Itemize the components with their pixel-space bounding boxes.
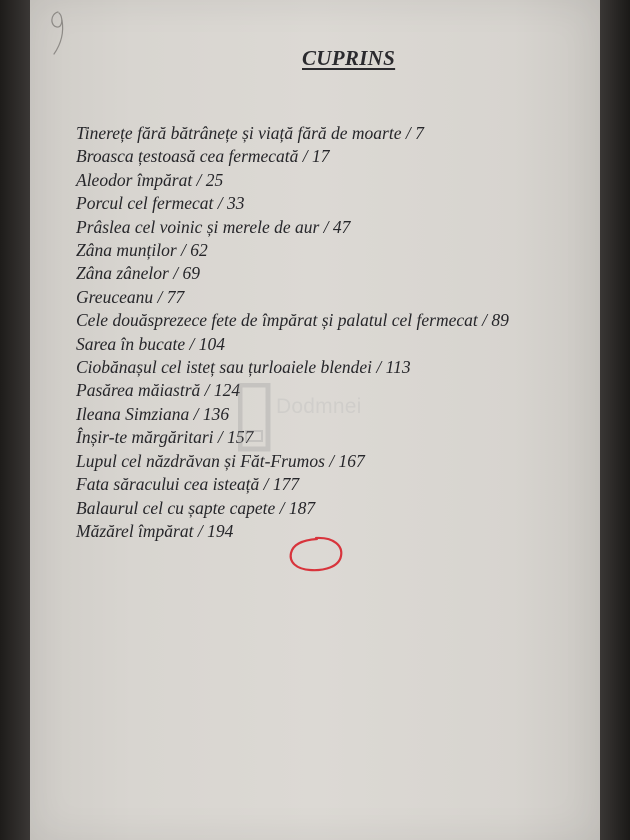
left-edge-shadow bbox=[0, 0, 30, 840]
toc-entry: Măzărel împărat / 194 bbox=[76, 520, 234, 541]
toc-entry: Aleodor împărat / 25 bbox=[76, 169, 224, 190]
toc-entry: Înșir-te mărgăritari / 157 bbox=[76, 427, 254, 448]
right-edge-shadow bbox=[600, 0, 630, 840]
toc-entry: Prâslea cel voinic și merele de aur / 47 bbox=[76, 216, 351, 237]
toc-entry: Fata săracului cea isteață / 177 bbox=[76, 474, 300, 495]
table-of-contents bbox=[76, 122, 509, 543]
page-title: CUPRINS bbox=[302, 46, 396, 70]
toc-entry: Lupul cel năzdrăvan și Făt-Frumos / 167 bbox=[76, 450, 365, 471]
pencil-mark bbox=[44, 6, 70, 58]
toc-entry: Pasărea măiastră / 124 bbox=[76, 380, 241, 401]
toc-entry: Tinerețe fără bătrânețe și viață fără de moarte / 7 bbox=[76, 123, 424, 143]
toc-entry: Cele douăsprezece fete de împărat și palatul cel fermecat / 89 bbox=[76, 310, 509, 331]
toc-entry: Zâna munților / 62 bbox=[76, 240, 208, 261]
toc-entry: Sarea în bucate / 104 bbox=[76, 333, 226, 354]
toc-entry: Ciobănașul cel isteț sau țurloaiele blendei / 113 bbox=[76, 357, 411, 378]
toc-entry: Broasca țestoasă cea fermecată / 17 bbox=[76, 146, 330, 167]
watermark-book-icon bbox=[238, 383, 408, 455]
watermark bbox=[238, 383, 408, 455]
toc-entry: Ileana Simziana / 136 bbox=[76, 403, 230, 424]
watermark-text: Dodmnei bbox=[276, 395, 362, 418]
toc-entry: Balaurul cel cu șapte capete / 187 bbox=[76, 497, 316, 518]
toc-entry: Zâna zânelor / 69 bbox=[76, 263, 200, 284]
toc-entry: Porcul cel fermecat / 33 bbox=[76, 193, 245, 214]
toc-entry: Greuceanu / 77 bbox=[76, 286, 185, 307]
